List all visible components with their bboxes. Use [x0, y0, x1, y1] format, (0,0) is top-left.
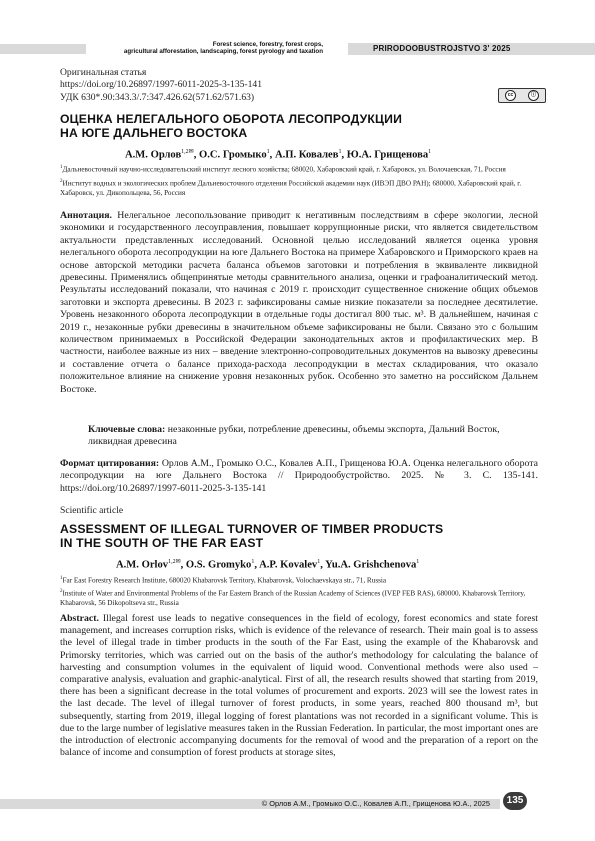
author-name: A.P. Kovalev	[259, 559, 318, 571]
keywords-text: незаконные рубки, потребление древесины, объемы экспорта, Дальний Восток, ликвидная древесина	[88, 424, 500, 448]
cc-icon: cc	[505, 90, 516, 101]
abstract-text: Illegal forest use leads to negative consequences in the field of ecology, forest economics and state forest management, and increases corruption risks, which is evidence of the relevance of research. Their main goal is to assess the level of illegal trade in timber products in the south of the Far East, using the example of the Khabarovsk and Primorsky territories, which was carried out on the basis of the author's methodology for calculating the balance of harvesting and consumption volumes in the equivalent of liquid wood. Conventional methods were also used – comparative analysis, evaluation and graphic-analytical. First of all, the research results showed that starting from 2019, there has been a significant decrease in the total volumes of procurement and exports. 2023 will see the lowest rates in the last decade. The level of illegal turnover of forest products, in some years, reached 800 thousand m³, but subsequently, starting from 2019, illegal logging of forest plantations was not recorded in a significant volume. This is due to the large number of legislative measures taken in the Russian Federation. In particular, the most important ones are the introduction of electronic accompanying documents for the removal of wood and the preparation of a report on the balance of income and consumption of forest products at storage sites,	[60, 613, 538, 759]
author-sup: 1	[317, 559, 321, 565]
affiliation: $^2$Институт водных и экологических проблем Дальневосточного отделения Российской академии наук (ИВЭП ДВО РАН); 680000, Хабаровский край, г. Хабаровск, ул. Дикопольцева, 56, Россия	[60, 179, 522, 197]
author-name: Ю.А. Грищенова	[346, 149, 429, 161]
authors-en: A.M. Orlov$^{1,2✉}$, O.S. Gromyko$^1$, A.P. Kovalev$^1$, Yu.A. Grishchenova$^1$	[116, 559, 420, 571]
author-sup: 1	[251, 559, 255, 565]
citation-ru	[60, 458, 538, 495]
title-ru-line-1: ОЦЕНКА НЕЛЕГАЛЬНОГО ОБОРОТА ЛЕСОПРОДУКЦИИ	[60, 112, 403, 126]
cc-license-badge[interactable]	[498, 88, 546, 103]
article-meta	[60, 67, 262, 104]
page-number: 135	[503, 792, 527, 810]
journal-name: PRIRODOOBUSTROJSTVO 3' 2025	[373, 44, 511, 53]
author-name: O.S. Gromyko	[185, 559, 252, 571]
title-en	[60, 522, 443, 550]
udk-code: УДК 630*.90:343.3/.7:347.426.62(571.62/571.63)	[60, 91, 255, 103]
doi-link[interactable]: https://doi.org/10.26897/1997-6011-2025-3-135-141	[60, 79, 262, 91]
title-ru	[60, 112, 402, 140]
abstract-ru	[60, 210, 538, 396]
author-name: А.М. Орлов	[125, 149, 182, 161]
article-type-en: Scientific article	[60, 505, 124, 516]
citation-label: Формат цитирования:	[60, 458, 160, 469]
author-name: A.M. Orlov	[116, 559, 169, 571]
author-name: О.С. Громыко	[199, 149, 267, 161]
section-line-1: Forest science, forestry, forest crops,	[212, 41, 323, 48]
abstract-text: Нелегальное лесопользование приводит к негативным последствиям в сфере экологии, лесной экономики и государственного лесоуправления, повышает коррупционные риски, что является свидетельством актуальности представленных исследований. Основной целью исследований является оценка уровня нелегального оборота лесопродукции на юге Дальнего Востока на примере Хабаровского и Приморского краев на основе авторской методики расчета баланса объемов заготовки и потребления в эквиваленте ликвидной древесины. Применялись общепринятые методы сравнительного анализа, оценки и графоаналитический метод. Результаты исследований показали, что начиная с 2019 г. происходит существенное снижение общих объемов заготовки и экспорта древесины. В 2023 г. зафиксированы самые низкие показатели за последнее десятилетие. Уровень незаконного оборота лесопродукции в отдельные годы достигал 800 тыс. м³. В дальнейшем, начиная с 2019 г., незаконные рубки древесины в значительном объеме зафиксированы не были. Связано это с большим количеством принимаемых в Российской Федерации законодательных актов и профилактических мер. В частности, наиболее важные из них – введение электронно-сопроводительных документов на вывозку древесины и составление отчета о балансе прихода-расхода лесопродукции в местах складирования, что оказало положительное влияние на снижение уровня незаконных рубок. Особенно это заметно на российском Дальнем Востоке.	[60, 210, 538, 395]
journal-section-header	[124, 41, 323, 55]
author-sup: 1	[338, 149, 342, 155]
abstract-label: Аннотация.	[60, 210, 113, 221]
author-sup: 1	[416, 559, 420, 565]
header-bar-left	[0, 44, 86, 54]
footer-copyright: © Орлов А.М., Громыко О.С., Ковалев А.П., Грищенова Ю.А., 2025	[261, 799, 490, 808]
affiliation: $^2$Institute of Water and Environmental Problems of the Far Eastern Branch of the Russian Academy of Sciences (IVEP FEB RAS), 680000, Khabarovsk Territory, Khabarovsk, 56 Dikopoltseva str., Russia	[60, 589, 526, 607]
abstract-en	[60, 613, 538, 759]
citation-text: Орлов А.М., Громыко О.С., Ковалев А.П., Грищенова Ю.А. Оценка нелегального оборота лесопродукции на юге Дальнего Востока // Природообустройство. 2025. № 3. С. 135-141. https://doi.org/10.26897/1997-6011-2025-3-135-141	[60, 458, 538, 494]
article-type-ru: Оригинальная статья	[60, 67, 147, 78]
title-ru-line-2: НА ЮГЕ ДАЛЬНЕГО ВОСТОКА	[60, 126, 248, 140]
title-en-line-2: IN THE SOUTH OF THE FAR EAST	[60, 536, 264, 550]
keywords-ru	[88, 424, 538, 449]
author-name: Yu.A. Grishchenova	[325, 559, 417, 571]
section-line-2: agricultural afforestation, landscaping, forest pyrology and taxation	[123, 48, 323, 55]
affiliation: $^1$Far East Forestry Research Institute, 680020 Khabarovsk Territory, Khabarovsk, Volochaevskaya str., 71, Russia	[60, 576, 387, 585]
author-sup: 1,2✉	[181, 149, 194, 155]
author-sup: 1	[428, 149, 432, 155]
abstract-label: Abstract.	[60, 613, 99, 624]
title-en-line-1: ASSESSMENT OF ILLEGAL TURNOVER OF TIMBER PRODUCTS	[60, 522, 444, 536]
author-sup: 1,2✉	[168, 559, 181, 565]
authors-ru: А.М. Орлов$^{1,2✉}$, О.С. Громыко$^1$, А.П. Ковалев$^1$, Ю.А. Грищенова$^1$	[125, 149, 432, 161]
affiliation: $^1$Дальневосточный научно-исследовательский институт лесного хозяйства; 680020, Хабаровский край, г. Хабаровск, ул. Волочаевская, 71, Россия	[60, 165, 506, 174]
by-icon: ⓘ	[528, 90, 539, 101]
affiliations-ru	[60, 163, 530, 198]
keywords-label: Ключевые слова:	[88, 424, 166, 435]
affiliations-en	[60, 574, 530, 608]
author-sup: 1	[266, 149, 270, 155]
top-strip	[0, 0, 595, 12]
author-name: А.П. Ковалев	[274, 149, 339, 161]
